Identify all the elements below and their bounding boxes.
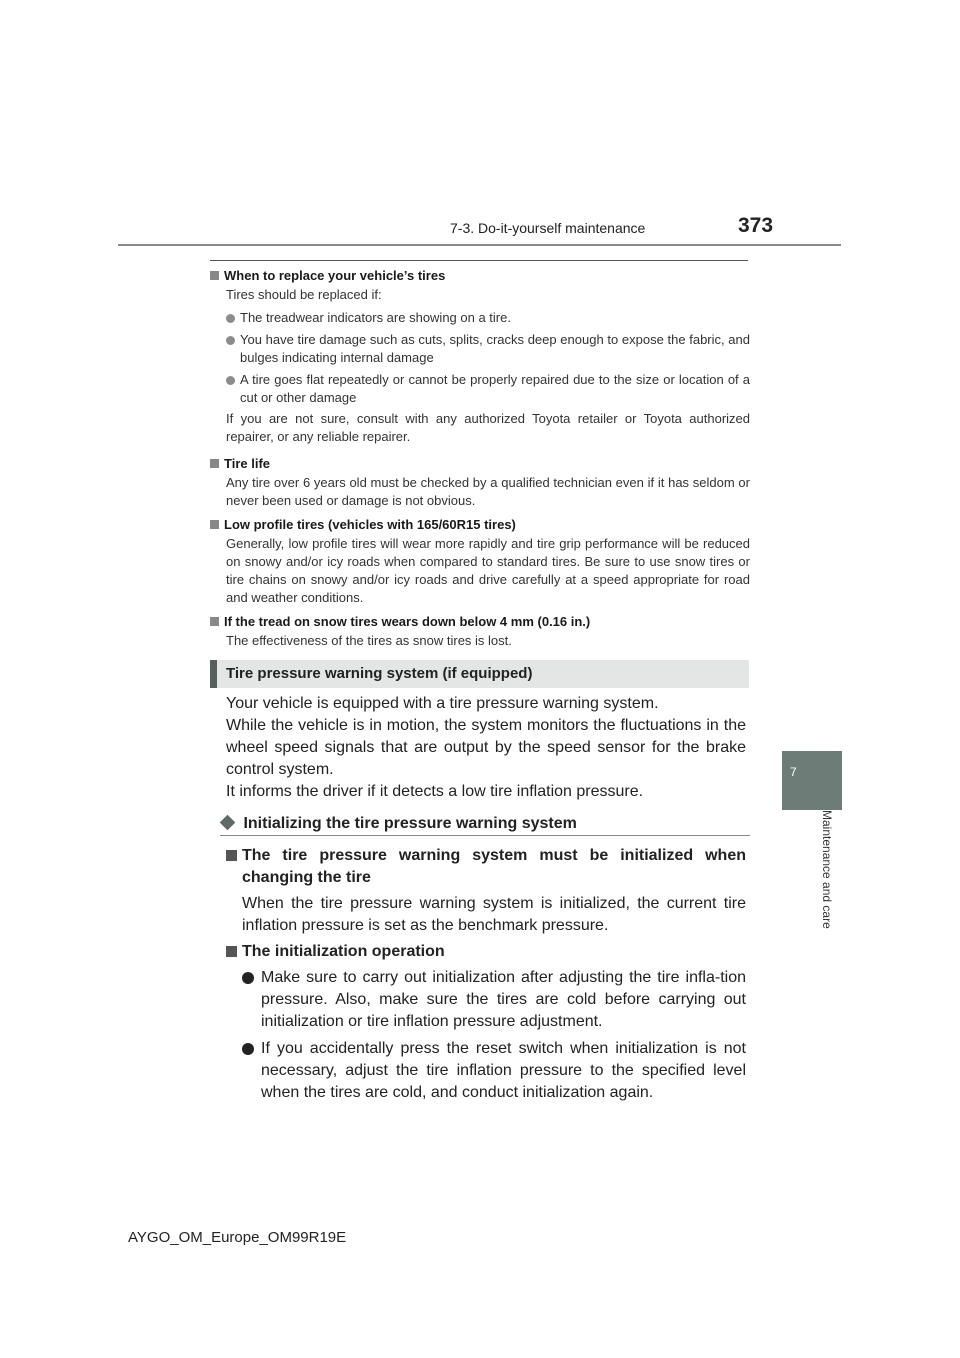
chapter-title: Maintenance and care [820,810,834,929]
content-divider [210,260,748,261]
low-profile-text: Generally, low profile tires will wear more rapidly and tire grip performance will be reduced on snowy and/or icy roads when compared to standard tires. Be sure to use snow tires or tire chains on snowy and/or icy roads and drive carefully at a speed appropriate for road and weather conditions. [226,536,750,605]
list-item: You have tire damage such as cuts, splits, cracks deep enough to expose the fabric, and bulges indicating internal damage [226,331,750,367]
low-profile-section [210,517,750,607]
tpws-line: While the vehicle is in motion, the system monitors the fluctuations in the wheel speed signals that are output by the speed sensor for the brake control system. [226,717,746,778]
section-banner [210,660,749,688]
header-divider [118,244,841,246]
snow-tread-heading: If the tread on snow tires wears down below 4 mm (0.16 in.) [210,614,750,629]
tpws-intro [226,693,746,803]
init-operation-block [226,941,746,1104]
square-bullet-icon [210,617,219,626]
tire-life-heading: Tire life [210,456,750,471]
bullet-icon [226,314,235,323]
square-bullet-icon [210,520,219,529]
banner-title: Tire pressure warning system (if equipped) [226,665,533,682]
tire-life-text: Any tire over 6 years old must be checked by a qualified technician even if it has seldom or never been used or damage is not obvious. [226,475,750,508]
section-title: 7-3. Do-it-yourself maintenance [450,220,646,236]
replace-intro: Tires should be replaced if: [226,287,382,302]
replace-section [210,268,750,446]
list-item: Make sure to carry out initialization after adjusting the tire infla-tion pressure. Also, make sure the tires are cold before carrying out initialization or tire inflation pressure adjustment. [242,967,746,1033]
square-bullet-icon [226,850,237,861]
snow-tread-text: The effectiveness of the tires as snow tires is lost. [226,633,512,648]
bullet-icon [242,1043,254,1055]
chapter-label [782,810,842,970]
subheading-divider [220,835,750,836]
page-number: 373 [738,214,774,237]
banner-accent [210,660,217,688]
tpws-line: Your vehicle is equipped with a tire pressure warning system. [226,695,659,712]
square-bullet-icon [210,271,219,280]
document-id: AYGO_OM_Europe_OM99R19E [128,1229,347,1246]
bullet-icon [242,972,254,984]
tpws-line: It informs the driver if it detects a low tire inflation pressure. [226,783,644,800]
bullet-icon [226,336,235,345]
list-item: A tire goes flat repeatedly or cannot be properly repaired due to the size or location of a cut or other damage [226,371,750,407]
chapter-number: 7 [790,765,797,779]
bullet-icon [226,376,235,385]
square-bullet-icon [210,459,219,468]
must-init-block [226,845,746,937]
list-item: If you accidentally press the reset switch when initialization is not necessary, adjust the tire inflation pressure to the specified level when the tires are cold, and conduct initialization again. [242,1038,746,1104]
tire-life-section [210,456,750,510]
diamond-icon [220,815,236,831]
low-profile-heading: Low profile tires (vehicles with 165/60R15 tires) [210,517,750,532]
init-operation-heading: The initialization operation [242,943,445,960]
snow-tread-section [210,614,750,650]
chapter-tab [782,751,842,810]
must-init-heading: The tire pressure warning system must be initialized when changing the tire [242,847,746,886]
list-item: The treadwear indicators are showing on a tire. [226,309,750,327]
must-init-text: When the tire pressure warning system is initialized, the current tire inflation pressure is set as the benchmark pressure. [242,895,746,934]
replace-heading: When to replace your vehicle’s tires [210,268,750,283]
square-bullet-icon [226,946,237,957]
init-subheading: Initializing the tire pressure warning system [222,813,750,835]
replace-note: If you are not sure, consult with any authorized Toyota retailer or Toyota authorized repairer, or any reliable repairer. [226,411,750,444]
